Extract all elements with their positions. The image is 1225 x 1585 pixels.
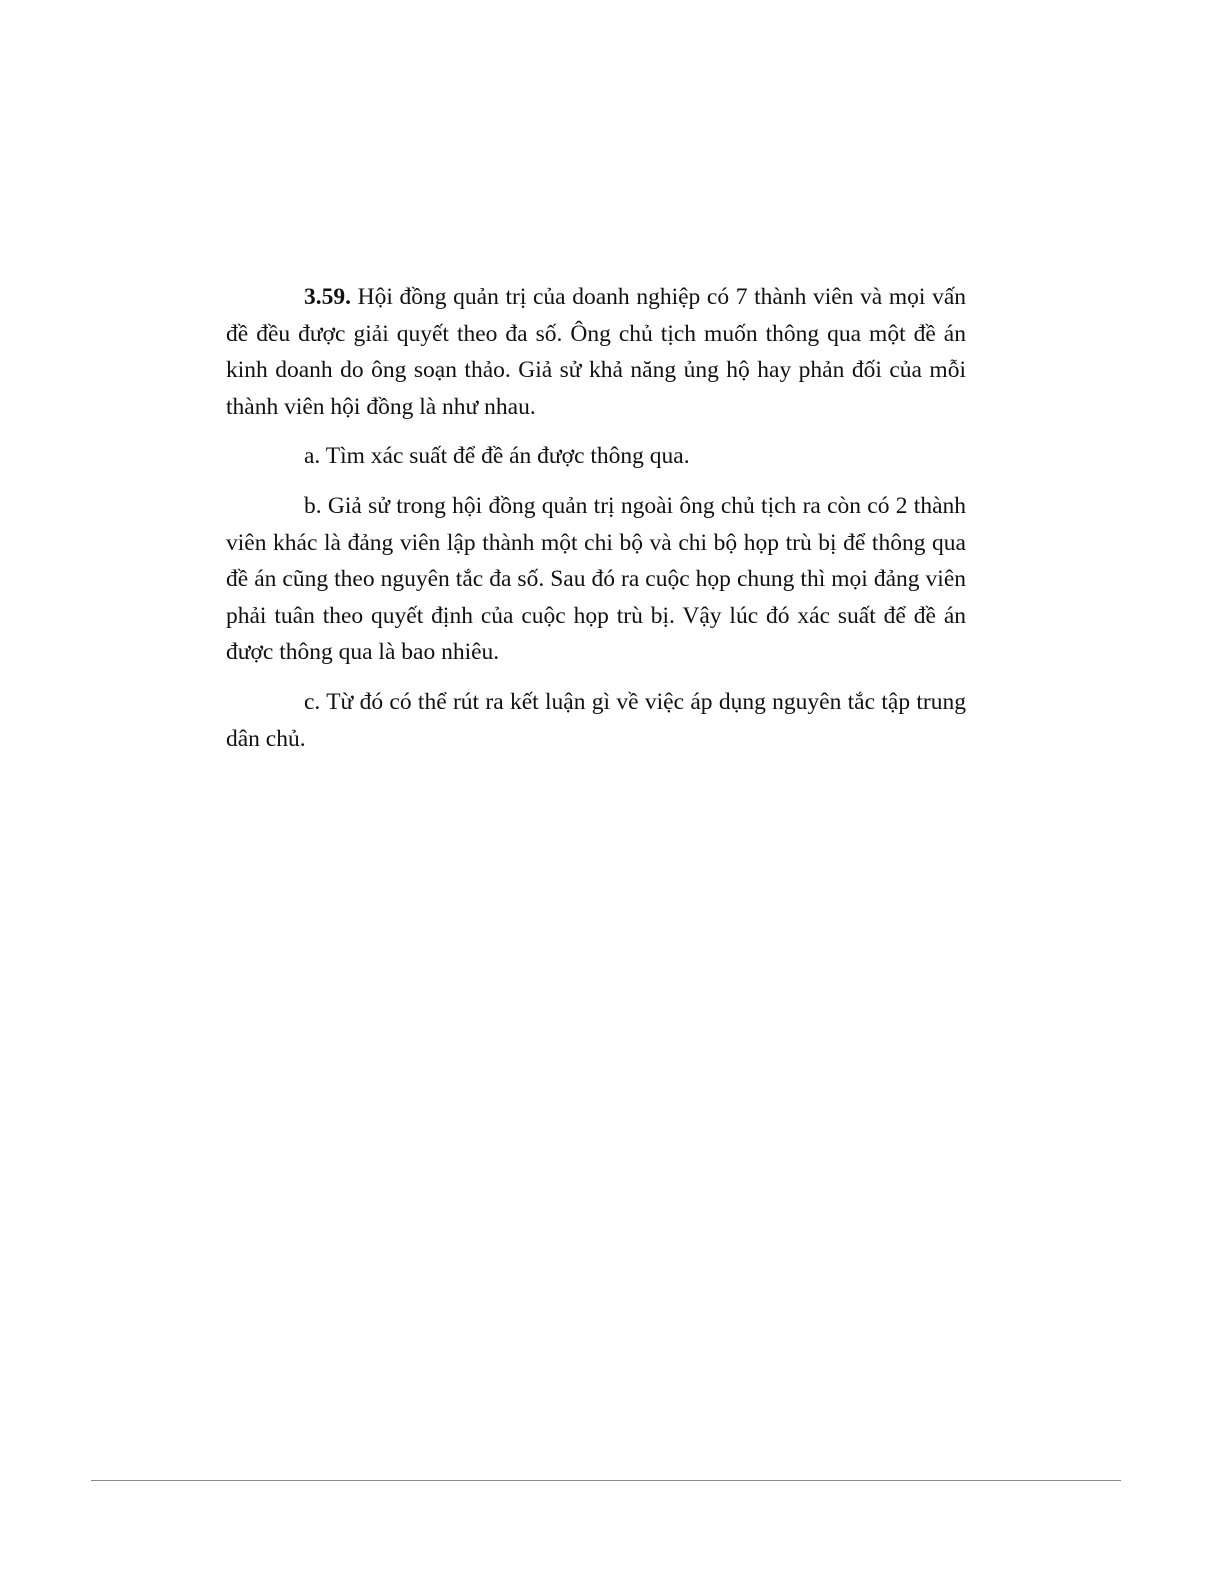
problem-intro-paragraph — [226, 279, 966, 425]
part-a-paragraph: a. Tìm xác suất để đề án được thông qua. — [304, 443, 690, 470]
footer-divider — [91, 1480, 1121, 1481]
problem-intro-text: Hội đồng quản trị của doanh nghiệp có 7 thành viên và mọi vấn đề đều được giải quyết theo đa số. Ông chủ tịch muốn thông qua một đề án kinh doanh do ông soạn thảo. Giả sử khả năng ủng hộ hay phản đối của mỗi thành viên hội đồng là như nhau. — [226, 284, 966, 420]
part-c-paragraph: c. Từ đó có thể rút ra kết luận gì về việc áp dụng nguyên tắc tập trung dân chủ. — [226, 688, 966, 752]
part-b-paragraph: b. Giả sử trong hội đồng quản trị ngoài ông chủ tịch ra còn có 2 thành viên khác là đảng viên lập thành một chi bộ và chi bộ họp trù bị để thông qua đề án cũng theo nguyên tắc đa số. Sau đó ra cuộc họp chung thì mọi đảng viên phải tuân theo quyết định của cuộc họp trù bị. Vậy lúc đó xác suất để đề án được thông qua là bao nhiêu. — [226, 492, 966, 666]
problem-number: 3.59. — [304, 284, 351, 310]
problem-block — [226, 279, 966, 757]
